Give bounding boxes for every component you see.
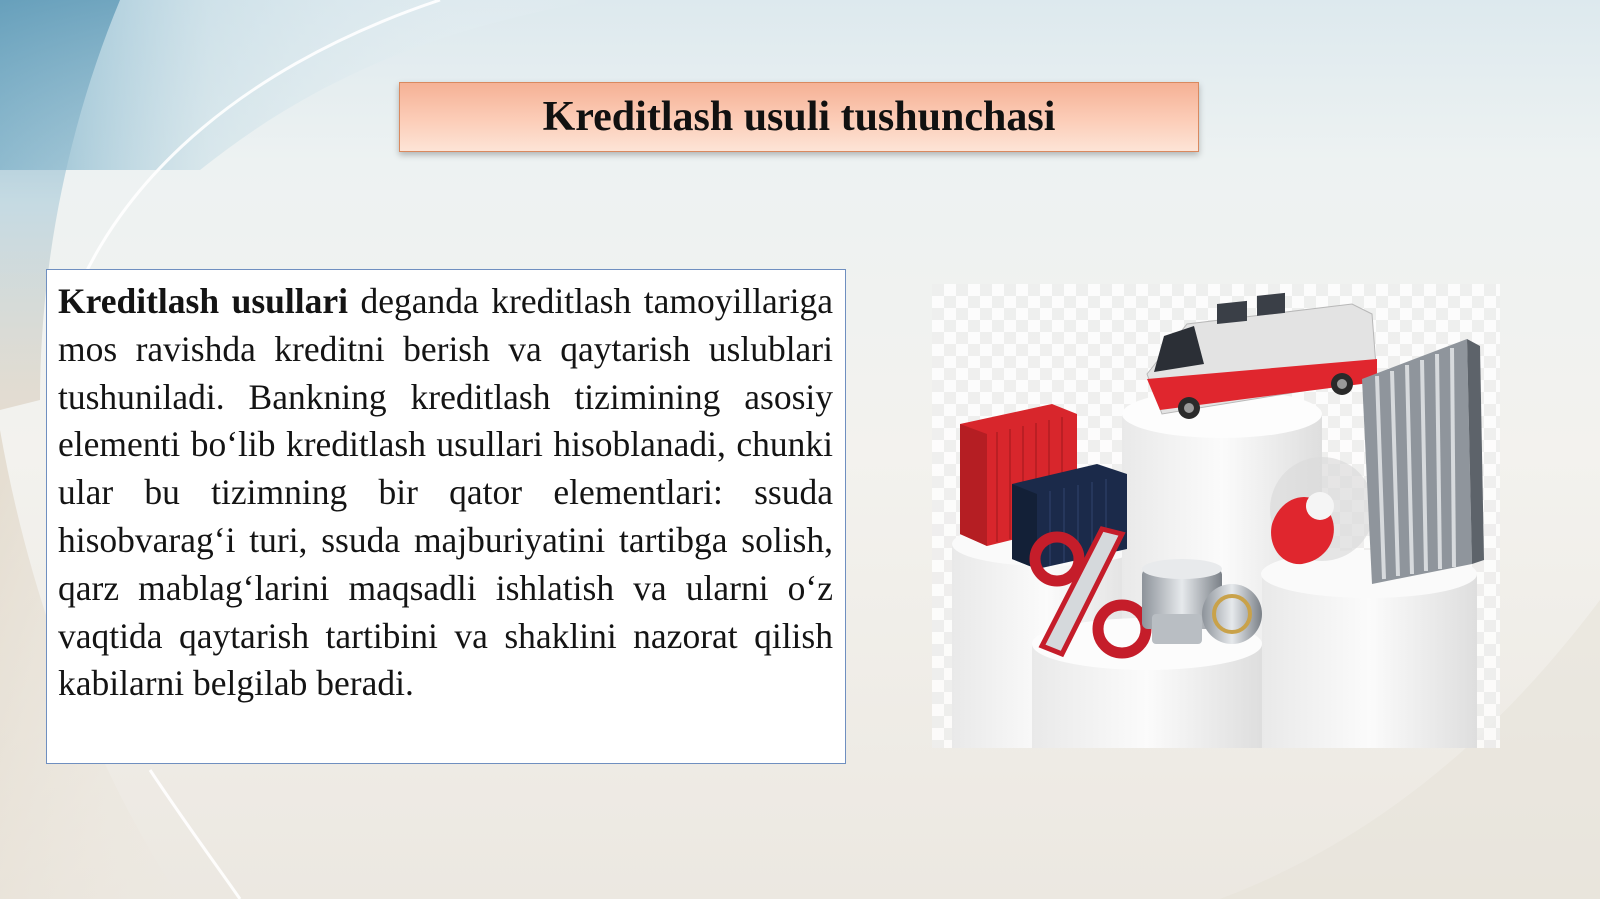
body-text: deganda kreditlash tamoyillariga mos ravishda kreditni berish va qaytarish uslublari tushuniladi. Bankning kreditlash tizimining asosiy elementi bo‘lib kreditlash usullari hisoblanadi, chunki ular bu tizimning bir qator elementlari: ssuda hisobvarag‘i turi, ssuda majburiyatini tartibga solish, qarz mablag‘larini maqsadli ishlatish va ularni o‘z vaqtida qaytarish tartibini va shaklini nazorat qilish kabilarni belgilab beradi. [58, 281, 834, 704]
radiator-icon [1362, 339, 1484, 584]
slide-title: Kreditlash usuli tushunchasi [542, 94, 1056, 140]
body-bold-lead: Kreditlash usullari [58, 281, 348, 321]
credit-logistics-illustration [932, 284, 1500, 748]
slide-title-box [399, 82, 1199, 152]
body-text-box [46, 269, 846, 764]
